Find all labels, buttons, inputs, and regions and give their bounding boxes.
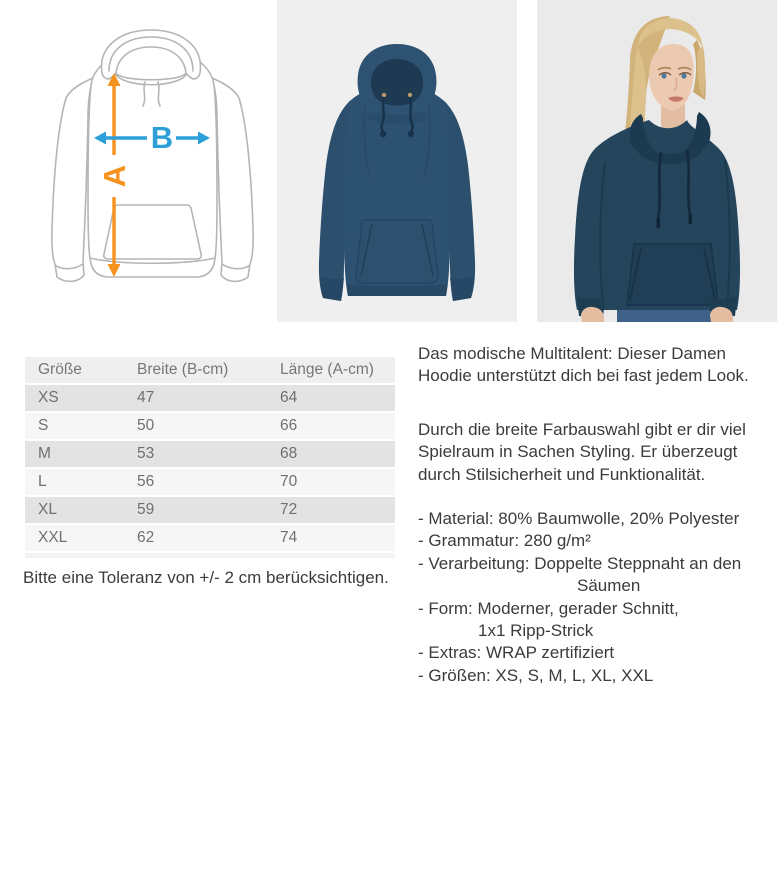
bullet-line-continuation: 1x1 Ripp-Strick [478, 621, 594, 641]
cell-size: XXL [38, 529, 68, 546]
cell-breite: 59 [137, 501, 155, 518]
size-diagram-image [45, 18, 260, 308]
cell-breite: 53 [137, 445, 155, 462]
cell-size: M [38, 445, 51, 462]
description-bullet-list [418, 508, 773, 687]
col-header-groesse: Größe [38, 361, 82, 378]
description-paragraph-1 [418, 343, 773, 388]
cell-laenge: 74 [280, 529, 298, 546]
bullet-line-continuation: Säumen [577, 576, 641, 596]
description-line: Das modische Multitalent: Dieser Damen [418, 344, 727, 363]
cell-laenge: 66 [280, 417, 298, 434]
model-wearing-hoodie [537, 0, 777, 322]
col-header-laenge: Länge (A-cm) [280, 361, 374, 378]
table-row [25, 441, 395, 469]
hoodie-outline [52, 30, 253, 281]
table-row [25, 525, 395, 553]
hoodie-line-drawing [45, 18, 260, 308]
size-chart-table [25, 357, 395, 558]
model-photo [537, 0, 777, 322]
cell-breite: 56 [137, 473, 155, 490]
cell-laenge: 68 [280, 445, 298, 462]
product-description [418, 343, 773, 687]
cell-size: S [38, 417, 49, 434]
table-row [25, 385, 395, 413]
table-row [25, 413, 395, 441]
cell-size: XS [38, 389, 59, 406]
product-photo-front [277, 0, 517, 322]
bullet-line: - Verarbeitung: Doppelte Steppnaht an den [418, 553, 742, 573]
bullet-line: - Material: 80% Baumwolle, 20% Polyester [418, 509, 740, 529]
cell-breite: 50 [137, 417, 155, 434]
cell-breite: 47 [137, 389, 155, 406]
arrow-b-label: B [150, 120, 174, 155]
cell-size: XL [38, 501, 57, 518]
arrow-a-label: A [97, 164, 132, 188]
col-header-breite: Breite (B-cm) [137, 361, 229, 378]
size-chart-header-row [25, 357, 395, 385]
table-row [25, 497, 395, 525]
cell-size: L [38, 473, 47, 490]
bullet-line: - Grammatur: 280 g/m² [418, 531, 591, 551]
navy-hoodie-front [277, 0, 517, 322]
tolerance-note: Bitte eine Toleranz von +/- 2 cm berücksichtigen. [23, 568, 389, 587]
description-line: Hoodie unterstützt dich bei fast jedem Look. [418, 366, 749, 386]
description-line: durch Stilsicherheit und Funktionalität. [418, 464, 706, 484]
cell-laenge: 64 [280, 389, 298, 406]
description-line: Durch die breite Farbauswahl gibt er dir viel [418, 419, 746, 439]
cell-laenge: 72 [280, 501, 298, 518]
bullet-line: - Extras: WRAP zertifiziert [418, 643, 615, 663]
description-line: Spielraum in Sachen Styling. Er überzeugt [418, 442, 738, 462]
bullet-line: - Form: Moderner, gerader Schnitt, [418, 598, 679, 618]
table-row [25, 469, 395, 497]
cell-laenge: 70 [280, 473, 298, 490]
description-paragraph-2 [418, 419, 773, 486]
cell-breite: 62 [137, 529, 155, 546]
bullet-line: - Größen: XS, S, M, L, XL, XXL [418, 665, 654, 685]
